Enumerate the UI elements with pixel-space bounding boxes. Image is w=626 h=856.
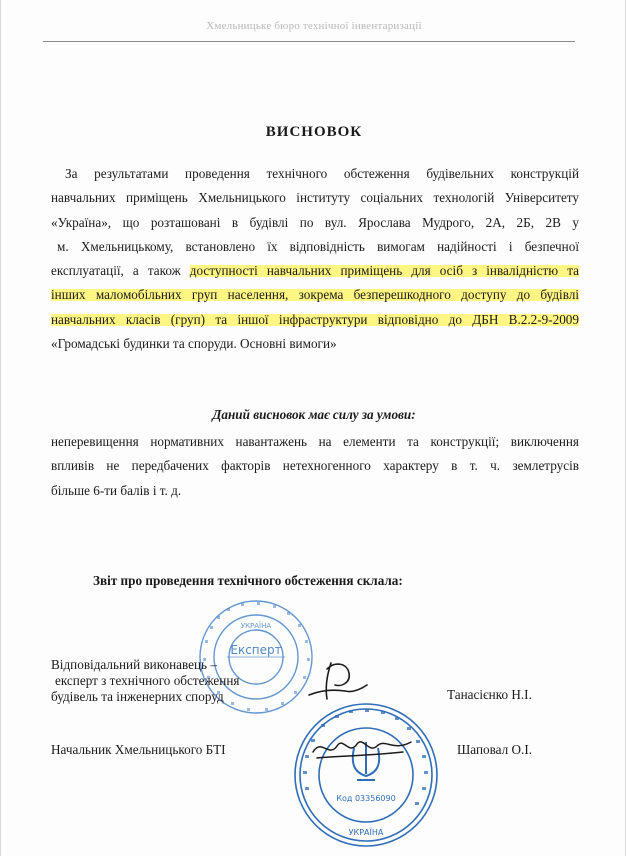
letterhead-rule [43, 41, 575, 42]
conditions-paragraph [51, 430, 579, 503]
chief-label: Начальник Хмельницького БТІ [51, 742, 226, 757]
conclusion-line-3: «Україна», що розташовані в будівлі по вул. Ярослава Мудрого, 2А, 2Б, 2В у [51, 214, 579, 230]
highlighted-text: доступності навчальних приміщень для осіб з інвалідністю та [189, 263, 579, 279]
letterhead-organization: Хмельницьке бюро технічної інвентаризації [206, 20, 422, 32]
chief-signature-icon [307, 728, 417, 768]
document-title: ВИСНОВОК [265, 124, 363, 140]
expert-stamp-top-text: УКРАЇНА [240, 622, 272, 630]
conclusion-paragraph [51, 162, 579, 356]
conclusion-line-5 [51, 259, 579, 283]
bti-stamp-icon [291, 700, 441, 850]
executor-signature-icon [301, 655, 371, 705]
highlighted-text: інших маломобільних груп населення, зокрема безперешкодного доступу до будівлі [51, 287, 579, 303]
conclusion-line-8: «Громадські будинки та споруди. Основні вимоги» [51, 336, 337, 352]
executor-line-1: Відповідальний виконавець – [51, 657, 217, 672]
report-heading: Звіт про проведення технічного обстеження склала: [93, 573, 403, 588]
conclusion-line-7 [51, 308, 579, 332]
bti-stamp-country: УКРАЇНА [348, 828, 384, 837]
highlighted-text: навчальних класів (груп) та іншої інфраструктури відповідно до ДБН В.2.2-9-2009 [51, 311, 579, 327]
executor-block [51, 657, 239, 705]
conclusion-line-1: За результатами проведення технічного обстеження будівельних конструкцій [65, 166, 579, 181]
conclusion-line-2: навчальних приміщень Хмельницького інституту соціальних технологій Університету [51, 190, 579, 206]
chief-name: Шаповал О.І. [457, 742, 533, 757]
conclusion-line-4: м. Хмельницькому, встановлено їх відповідність вимогам надійності і безпечної [57, 238, 579, 254]
executor-line-2: експерт з технічного обстеження [55, 673, 240, 688]
conditions-line-2: впливів не передбачених факторів нетехногенного характеру в т. ч. землетрусів [51, 458, 579, 474]
expert-stamp-center-text: Експерт [230, 643, 282, 657]
executor-name: Танасієнко Н.І. [447, 687, 532, 702]
conclusion-line-5-text: експлуатації, а також [51, 263, 190, 279]
bti-stamp-code: Код 03356090 [336, 794, 396, 803]
conclusion-line-6 [51, 283, 579, 307]
conditions-line-3: більше 6-ти балів і т. д. [51, 482, 182, 498]
conditions-heading: Даний висновок має силу за умови: [212, 407, 416, 422]
conditions-line-1: неперевищення нормативних навантажень на елементи та конструкції; виключення [51, 434, 579, 449]
executor-line-3: будівель та інженерних споруд [51, 689, 224, 704]
